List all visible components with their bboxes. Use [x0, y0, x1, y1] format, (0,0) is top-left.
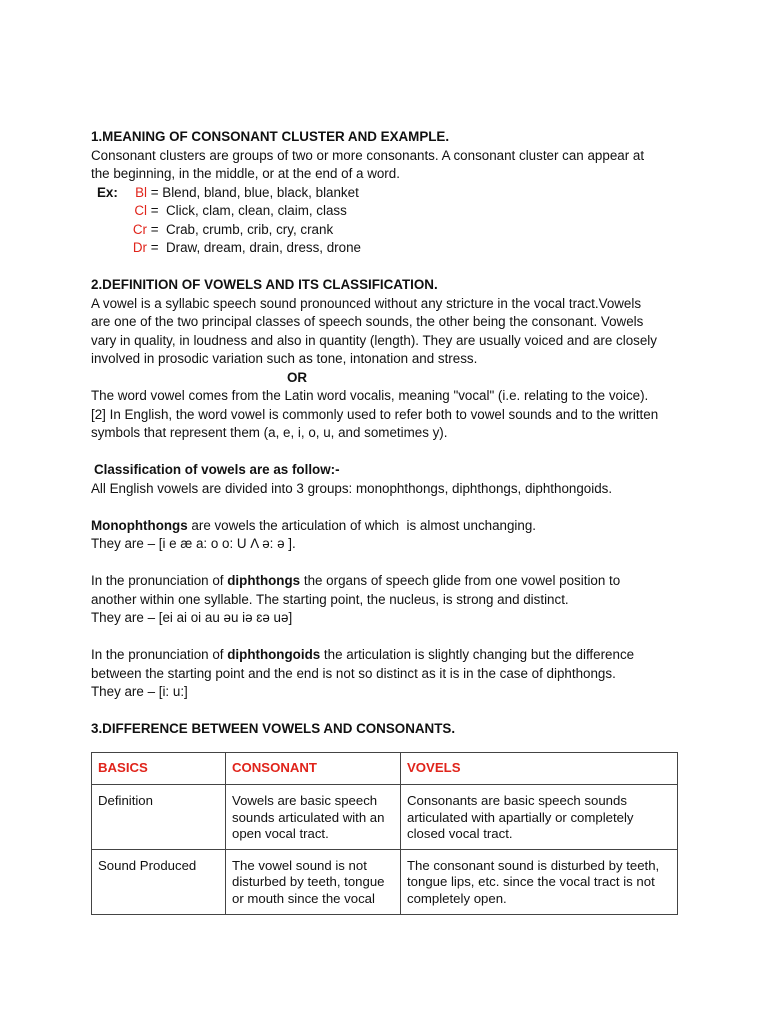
diphthongs-list: They are – [ei ai oi au əu iə ɛə uə]	[91, 610, 293, 625]
s2-p2-line: [2] In English, the word vowel is commonly used to refer both to vowel sounds and to the written	[91, 406, 659, 422]
table-row	[92, 849, 678, 914]
s2-p1-line: are one of the two principal classes of speech sounds, the other being the consonant. Vowels	[91, 314, 644, 329]
classification-heading: Classification of vowels are as follow:-	[94, 462, 340, 477]
table-header-row	[92, 752, 678, 785]
table-cell: The consonant sound is disturbed by teeth, tongue lips, etc. since the vocal tract is not completely open.	[401, 849, 678, 914]
table-row	[92, 785, 678, 850]
equals: =	[147, 240, 166, 255]
term-diphthongoids: diphthongoids	[227, 647, 321, 662]
equals: =	[147, 203, 166, 218]
monophthongs-list: They are – [i e æ a: o o: U Λ ə: ə ].	[91, 536, 296, 551]
dg-pre: In the pronunciation of	[91, 647, 228, 662]
cluster-code: Bl	[135, 184, 147, 200]
diphthongoids-def	[91, 646, 681, 665]
cluster-code: Cr	[132, 221, 147, 237]
example-words: Crab, crumb, crib, cry, crank	[165, 221, 334, 237]
example-row-dr	[91, 239, 681, 258]
diph-pre: In the pronunciation of	[91, 573, 228, 588]
term-monophthongs: Monophthongs	[91, 517, 188, 533]
example-row-cl	[91, 202, 681, 221]
equals: =	[147, 184, 163, 200]
header-consonant: CONSONANT	[226, 752, 401, 785]
monophthongs-def	[91, 517, 681, 536]
header-vowels: VOVELS	[401, 752, 678, 785]
comparison-table	[91, 752, 678, 915]
equals: =	[147, 221, 166, 237]
example-words: Draw, dream, drain, dress, drone	[165, 240, 361, 255]
or-separator: OR	[287, 369, 308, 385]
s2-p1-line: A vowel is a syllabic speech sound pronounced without any stricture in the vocal tract.Vowels	[91, 295, 642, 311]
diphthongoids-line2: between the starting point and the end is not so distinct as it is in the case of diphthongs.	[91, 665, 616, 681]
s2-p2-line: The word vowel comes from the Latin word vocalis, meaning "vocal" (i.e. relating to the voice).	[91, 388, 649, 403]
header-basics: BASICS	[92, 752, 226, 785]
dg-rest: the articulation is slightly changing but the difference	[320, 647, 635, 662]
table-cell: Consonants are basic speech sounds articulated with apartially or completely closed vocal tract.	[401, 785, 678, 850]
table-cell: Vowels are basic speech sounds articulated with an open vocal tract.	[226, 785, 401, 850]
table-cell: Definition	[92, 785, 226, 850]
example-label: Ex:	[97, 184, 118, 200]
diphthongs-line2: another within one syllable. The starting point, the nucleus, is strong and distinct.	[91, 591, 569, 607]
section2-heading: 2.DEFINITION OF VOWELS AND ITS CLASSIFICATION.	[91, 277, 438, 292]
example-row-bl	[91, 184, 681, 203]
diph-rest: the organs of speech glide from one vowel position to	[300, 573, 621, 588]
cluster-code: Cl	[134, 203, 147, 218]
table-cell: Sound Produced	[92, 849, 226, 914]
s1-line2: the beginning, in the middle, or at the end of a word.	[91, 166, 400, 181]
s2-p1-line: vary in quality, in loudness and also in quantity (length). They are usually voiced and are closely	[91, 332, 657, 348]
section3-heading: 3.DIFFERENCE BETWEEN VOWELS AND CONSONANTS.	[91, 721, 456, 736]
s2-p1-line: involved in prosodic variation such as tone, intonation and stress.	[91, 351, 478, 366]
example-row-cr	[91, 221, 681, 240]
classification-line: All English vowels are divided into 3 groups: monophthongs, diphthongs, diphthongoids.	[91, 480, 613, 496]
document-body	[91, 128, 681, 915]
mono-rest: are vowels the articulation of which is almost unchanging.	[187, 517, 537, 533]
example-words: Blend, bland, blue, black, blanket	[162, 184, 359, 200]
term-diphthongs: diphthongs	[227, 573, 301, 588]
diphthongoids-list: They are – [i: u:]	[91, 684, 188, 699]
example-words: Click, clam, clean, claim, class	[165, 203, 347, 218]
s2-p2-line: symbols that represent them (a, e, i, o, u, and sometimes y).	[91, 425, 448, 440]
section1-heading: 1.MEANING OF CONSONANT CLUSTER AND EXAMPLE.	[91, 129, 450, 144]
table-cell: The vowel sound is not disturbed by teeth, tongue or mouth since the vocal	[226, 849, 401, 914]
cluster-code: Dr	[132, 240, 147, 255]
s1-line1: Consonant clusters are groups of two or more consonants. A consonant cluster can appear at	[91, 147, 645, 163]
diphthongs-def	[91, 572, 681, 591]
